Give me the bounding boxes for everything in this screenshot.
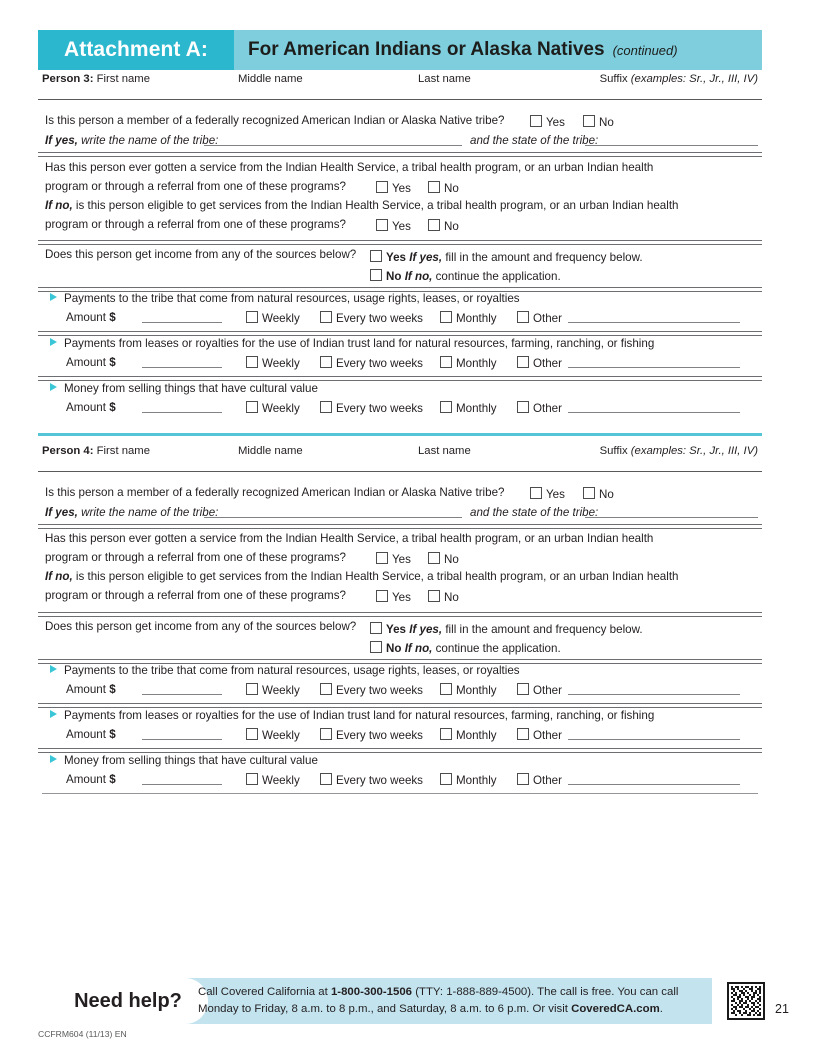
p3-source3-other-input[interactable] <box>568 401 740 413</box>
person-section-divider <box>38 433 762 436</box>
suffix-examples: (examples: Sr., Jr., III, IV) <box>630 445 758 457</box>
arrow-bullet-icon <box>50 338 57 346</box>
checkbox[interactable] <box>517 356 529 368</box>
p4-ihs-service-question-line1: Has this person ever gotten a service from the Indian Health Service, a tribal health program, or an urban Indian health <box>45 532 654 545</box>
checkbox[interactable] <box>246 311 258 323</box>
p4-source1-every-two-weeks[interactable]: Every two weeks <box>320 683 423 697</box>
divider <box>38 99 762 100</box>
checkbox[interactable] <box>428 552 440 564</box>
divider <box>38 471 762 472</box>
p4-tribe-member-question: Is this person a member of a federally recognized American Indian or Alaska Native tribe? <box>45 486 505 499</box>
p4-source2-title: Payments from leases or royalties for the use of Indian trust land for natural resources, farming, ranching, or fishing <box>50 709 654 722</box>
p3-source1-title: Payments to the tribe that come from natural resources, usage rights, leases, or royalties <box>50 292 520 305</box>
p4-source3-amount-input[interactable] <box>142 773 222 785</box>
p4-source1-monthly[interactable]: Monthly <box>440 683 497 697</box>
divider <box>42 793 758 794</box>
p3-income-question: Does this person get income from any of the sources below? <box>45 248 357 261</box>
p3-tribe-member-question: Is this person a member of a federally recognized American Indian or Alaska Native tribe? <box>45 114 505 127</box>
checkbox[interactable] <box>428 181 440 193</box>
attachment-title: For American Indians or Alaska Natives <box>248 39 605 60</box>
divider <box>38 331 762 336</box>
p4-tribe-name-prompt: If yes, write the name of the tribe: <box>45 506 219 519</box>
p4-source3-amount-label: Amount $ <box>66 773 116 786</box>
checkbox[interactable] <box>370 641 382 653</box>
person4-label: Person 4: <box>42 445 94 457</box>
p3-source1-amount-label: Amount $ <box>66 311 116 324</box>
divider <box>38 376 762 381</box>
p3-source3-monthly[interactable]: Monthly <box>440 401 497 415</box>
person4-name-row <box>42 445 758 463</box>
checkbox[interactable] <box>440 773 452 785</box>
checkbox[interactable] <box>370 622 382 634</box>
p3-ihs-service-yes[interactable]: Yes <box>376 179 411 197</box>
person3-suffix-label: Suffix (examples: Sr., Jr., III, IV) <box>599 73 758 85</box>
p4-source3-weekly[interactable]: Weekly <box>246 773 300 787</box>
checkbox[interactable] <box>440 356 452 368</box>
checkbox[interactable] <box>428 219 440 231</box>
checkbox[interactable] <box>376 181 388 193</box>
need-help-text <box>198 984 698 1018</box>
p4-income-yes[interactable]: Yes If yes, fill in the amount and frequency below. <box>370 620 643 638</box>
p3-tribe-member-yes[interactable]: Yes <box>530 113 565 131</box>
p4-source2-other-input[interactable] <box>568 728 740 740</box>
p4-source3-every-two-weeks[interactable]: Every two weeks <box>320 773 423 787</box>
person3-label: Person 3: <box>42 73 94 85</box>
p4-source1-amount-label: Amount $ <box>66 683 116 696</box>
p3-source3-amount-input[interactable] <box>142 401 222 413</box>
first-name-label: First name <box>96 73 150 85</box>
person4-first-name-cell <box>42 445 150 457</box>
person4-last-name-label: Last name <box>418 445 471 457</box>
checkbox[interactable] <box>320 401 332 413</box>
checkbox[interactable] <box>320 311 332 323</box>
attachment-label-box <box>38 30 234 70</box>
p4-tribe-member-no[interactable]: No <box>583 485 614 503</box>
divider <box>38 748 762 753</box>
p4-source2-amount-input[interactable] <box>142 728 222 740</box>
person4-middle-name-label: Middle name <box>238 445 303 457</box>
person3-middle-name-label: Middle name <box>238 73 303 85</box>
p3-source2-other[interactable]: Other <box>517 356 562 370</box>
need-help-line1: Call Covered California at 1-800-300-1506 (TTY: 1-888-889-4500). The call is free. You can call <box>198 986 679 998</box>
p3-source2-other-input[interactable] <box>568 356 740 368</box>
need-help-pill <box>48 978 208 1024</box>
p3-tribe-name-prompt: If yes, write the name of the tribe: <box>45 134 219 147</box>
p4-source3-other[interactable]: Other <box>517 773 562 787</box>
p4-ihs-eligible-question-line1: If no, is this person eligible to get services from the Indian Health Service, a tribal health program, or an urban Indian health <box>45 570 679 583</box>
p3-tribe-name-input[interactable] <box>204 134 462 146</box>
arrow-bullet-icon <box>50 665 57 673</box>
p3-ihs-service-question-line1: Has this person ever gotten a service from the Indian Health Service, a tribal health program, or an urban Indian health <box>45 161 654 174</box>
checkbox[interactable] <box>530 115 542 127</box>
checkbox[interactable] <box>246 773 258 785</box>
first-name-label: First name <box>96 445 150 457</box>
checkbox[interactable] <box>370 250 382 262</box>
divider <box>38 612 762 617</box>
p4-source2-every-two-weeks[interactable]: Every two weeks <box>320 728 423 742</box>
p4-source1-amount-input[interactable] <box>142 683 222 695</box>
checkbox[interactable] <box>517 401 529 413</box>
p4-tribe-state-input[interactable] <box>585 506 758 518</box>
p3-source2-amount-label: Amount $ <box>66 356 116 369</box>
p4-source3-title: Money from selling things that have cultural value <box>50 754 318 767</box>
p4-tribe-name-input[interactable] <box>204 506 462 518</box>
arrow-bullet-icon <box>50 710 57 718</box>
checkbox[interactable] <box>320 683 332 695</box>
p3-tribe-member-no[interactable]: No <box>583 113 614 131</box>
suffix-examples: (examples: Sr., Jr., III, IV) <box>630 73 758 85</box>
attachment-header <box>38 30 762 70</box>
p3-source1-monthly[interactable]: Monthly <box>440 311 497 325</box>
divider <box>38 152 762 157</box>
p4-ihs-service-yes[interactable]: Yes <box>376 550 411 568</box>
checkbox[interactable] <box>246 728 258 740</box>
checkbox[interactable] <box>320 773 332 785</box>
p3-ihs-service-question-line2: program or through a referral from one of these programs? <box>45 180 346 193</box>
p4-source2-other[interactable]: Other <box>517 728 562 742</box>
divider <box>38 524 762 529</box>
page-number: 21 <box>775 1002 789 1016</box>
checkbox[interactable] <box>583 487 595 499</box>
p4-source2-monthly[interactable]: Monthly <box>440 728 497 742</box>
p3-source3-title: Money from selling things that have cultural value <box>50 382 318 395</box>
p3-source2-title: Payments from leases or royalties for the use of Indian trust land for natural resources, farming, ranching, or fishing <box>50 337 654 350</box>
need-help-line2: Monday to Friday, 8 a.m. to 8 p.m., and Saturday, 8 a.m. to 6 p.m. Or visit CoveredCA.com. <box>198 1003 663 1015</box>
p3-source3-other[interactable]: Other <box>517 401 562 415</box>
arrow-bullet-icon <box>50 755 57 763</box>
attachment-label: Attachment A: <box>63 38 209 61</box>
checkbox[interactable] <box>428 590 440 602</box>
p4-source1-other[interactable]: Other <box>517 683 562 697</box>
person3-name-row <box>42 73 758 91</box>
person4-suffix-label: Suffix (examples: Sr., Jr., III, IV) <box>599 445 758 457</box>
p4-ihs-eligible-yes[interactable]: Yes <box>376 588 411 606</box>
checkbox[interactable] <box>517 683 529 695</box>
p4-source2-amount-label: Amount $ <box>66 728 116 741</box>
p3-source2-weekly[interactable]: Weekly <box>246 356 300 370</box>
checkbox[interactable] <box>376 219 388 231</box>
p4-income-no[interactable]: No If no, continue the application. <box>370 639 561 657</box>
p4-ihs-service-no[interactable]: No <box>428 550 459 568</box>
checkbox[interactable] <box>440 311 452 323</box>
checkbox[interactable] <box>530 487 542 499</box>
p4-ihs-eligible-question-line2: program or through a referral from one of these programs? <box>45 589 346 602</box>
checkbox[interactable] <box>440 683 452 695</box>
website-link[interactable]: CoveredCA.com <box>571 1003 660 1015</box>
arrow-bullet-icon <box>50 383 57 391</box>
p4-source1-weekly[interactable]: Weekly <box>246 683 300 697</box>
p4-ihs-eligible-no[interactable]: No <box>428 588 459 606</box>
p4-ihs-service-question-line2: program or through a referral from one of these programs? <box>45 551 346 564</box>
person3-first-name-cell <box>42 73 150 85</box>
checkbox[interactable] <box>370 269 382 281</box>
p4-income-question: Does this person get income from any of the sources below? <box>45 620 357 633</box>
qr-code <box>727 982 765 1020</box>
p3-ihs-eligible-no[interactable]: No <box>428 217 459 235</box>
checkbox[interactable] <box>517 728 529 740</box>
p3-income-yes[interactable]: Yes If yes, fill in the amount and frequency below. <box>370 248 643 266</box>
checkbox[interactable] <box>376 590 388 602</box>
checkbox[interactable] <box>246 401 258 413</box>
checkbox[interactable] <box>246 683 258 695</box>
checkbox[interactable] <box>320 356 332 368</box>
checkbox[interactable] <box>376 552 388 564</box>
need-help-label: Need help? <box>74 989 182 1012</box>
p4-source3-other-input[interactable] <box>568 773 740 785</box>
p3-source3-amount-label: Amount $ <box>66 401 116 414</box>
p4-source2-weekly[interactable]: Weekly <box>246 728 300 742</box>
p4-tribe-member-yes[interactable]: Yes <box>530 485 565 503</box>
checkbox[interactable] <box>517 773 529 785</box>
p3-ihs-service-no[interactable]: No <box>428 179 459 197</box>
checkbox[interactable] <box>440 728 452 740</box>
p4-source1-title: Payments to the tribe that come from natural resources, usage rights, leases, or royalties <box>50 664 520 677</box>
p3-source2-every-two-weeks[interactable]: Every two weeks <box>320 356 423 370</box>
p3-source1-other[interactable]: Other <box>517 311 562 325</box>
checkbox[interactable] <box>246 356 258 368</box>
checkbox[interactable] <box>583 115 595 127</box>
checkbox[interactable] <box>517 311 529 323</box>
p4-tribe-state-prompt: and the state of the tribe: <box>470 506 599 519</box>
p3-tribe-state-input[interactable] <box>585 134 758 146</box>
checkbox[interactable] <box>440 401 452 413</box>
p3-source1-weekly[interactable]: Weekly <box>246 311 300 325</box>
p3-source3-weekly[interactable]: Weekly <box>246 401 300 415</box>
checkbox[interactable] <box>320 728 332 740</box>
p3-ihs-eligible-question-line2: program or through a referral from one of these programs? <box>45 218 346 231</box>
p3-source3-every-two-weeks[interactable]: Every two weeks <box>320 401 423 415</box>
attachment-continued: (continued) <box>612 42 678 58</box>
p3-source1-amount-input[interactable] <box>142 311 222 323</box>
p3-source2-amount-input[interactable] <box>142 356 222 368</box>
person3-last-name-label: Last name <box>418 73 471 85</box>
p3-ihs-eligible-question-line1: If no, is this person eligible to get services from the Indian Health Service, a tribal health program, or an urban Indian health <box>45 199 679 212</box>
p3-income-no[interactable]: No If no, continue the application. <box>370 267 561 285</box>
form-code: CCFRM604 (11/13) EN <box>38 1029 127 1039</box>
p3-source1-every-two-weeks[interactable]: Every two weeks <box>320 311 423 325</box>
p3-tribe-state-prompt: and the state of the tribe: <box>470 134 599 147</box>
arrow-bullet-icon <box>50 293 57 301</box>
p4-source1-other-input[interactable] <box>568 683 740 695</box>
p3-source1-other-input[interactable] <box>568 311 740 323</box>
p3-ihs-eligible-yes[interactable]: Yes <box>376 217 411 235</box>
p4-source3-monthly[interactable]: Monthly <box>440 773 497 787</box>
divider <box>38 703 762 708</box>
divider <box>38 240 762 245</box>
p3-source2-monthly[interactable]: Monthly <box>440 356 497 370</box>
phone-number: 1-800-300-1506 <box>330 986 413 998</box>
attachment-title-box <box>234 30 762 70</box>
